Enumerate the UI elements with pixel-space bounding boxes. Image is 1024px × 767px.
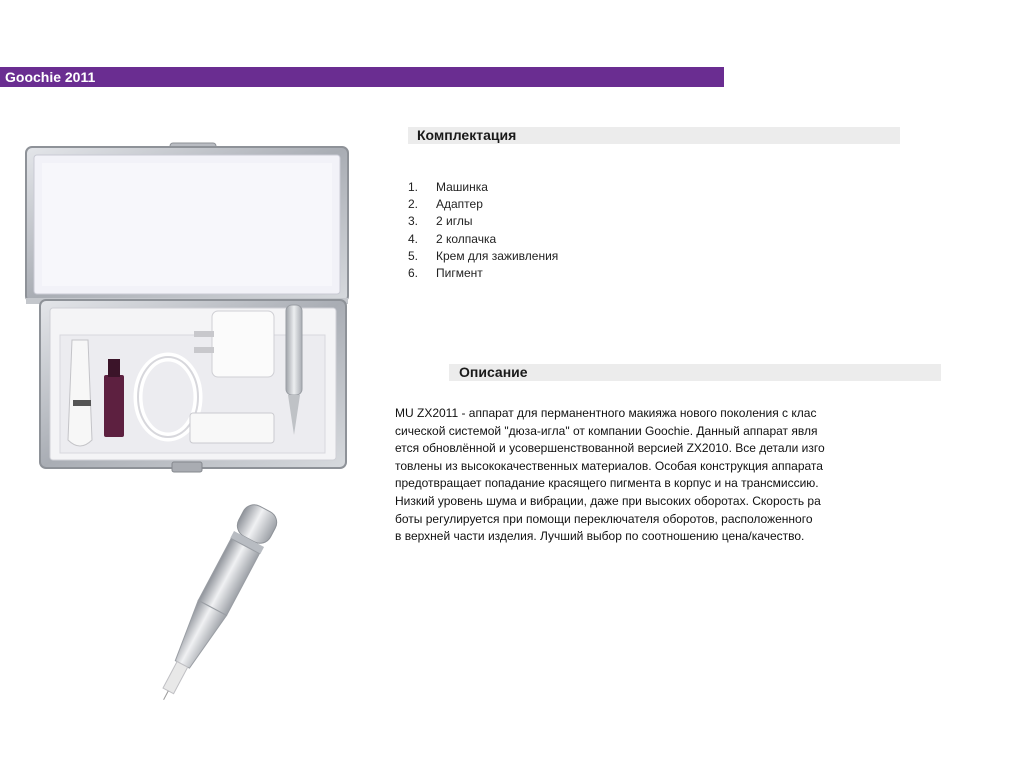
pen-image: [105, 495, 305, 730]
kit-heading: Комплектация: [417, 127, 517, 143]
list-item: 3. 2 иглы: [408, 214, 473, 229]
kit-heading-bar: [408, 127, 900, 144]
description-heading: Описание: [459, 364, 528, 380]
list-item: 2. Адаптер: [408, 197, 483, 212]
list-item: 6. Пигмент: [408, 266, 483, 281]
list-item: 4. 2 колпачка: [408, 231, 497, 246]
description-heading-bar: [449, 364, 941, 381]
slide-title: Goochie 2011: [5, 69, 96, 85]
list-item: 5. Крем для заживления: [408, 248, 559, 263]
case-image: [20, 135, 365, 480]
list-item: 1. Машинка: [408, 180, 488, 194]
kit-list: [408, 179, 558, 282]
description-text: MU ZX2011 - аппарат для перманентного макияжа нового поколения с клас сической системой "дюза-игла" от компании Goochie. Данный аппарат явля ется обновлённой и усовершенствованной версией ZX2010. Все детали изго товлены из высококачественных материалов. Особая конструкция аппарата предотвращает попадание красящего пигмента в корпус и на трансмиссию. Низкий уровень шума и вибрации, даже при высоких оборотах. Скорость ра боты регулируется при помощи переключателя оборотов, расположенного в верхней части изделия. Лучший выбор по соотношению цена/качество.: [395, 406, 825, 544]
title-bar: [0, 67, 724, 87]
